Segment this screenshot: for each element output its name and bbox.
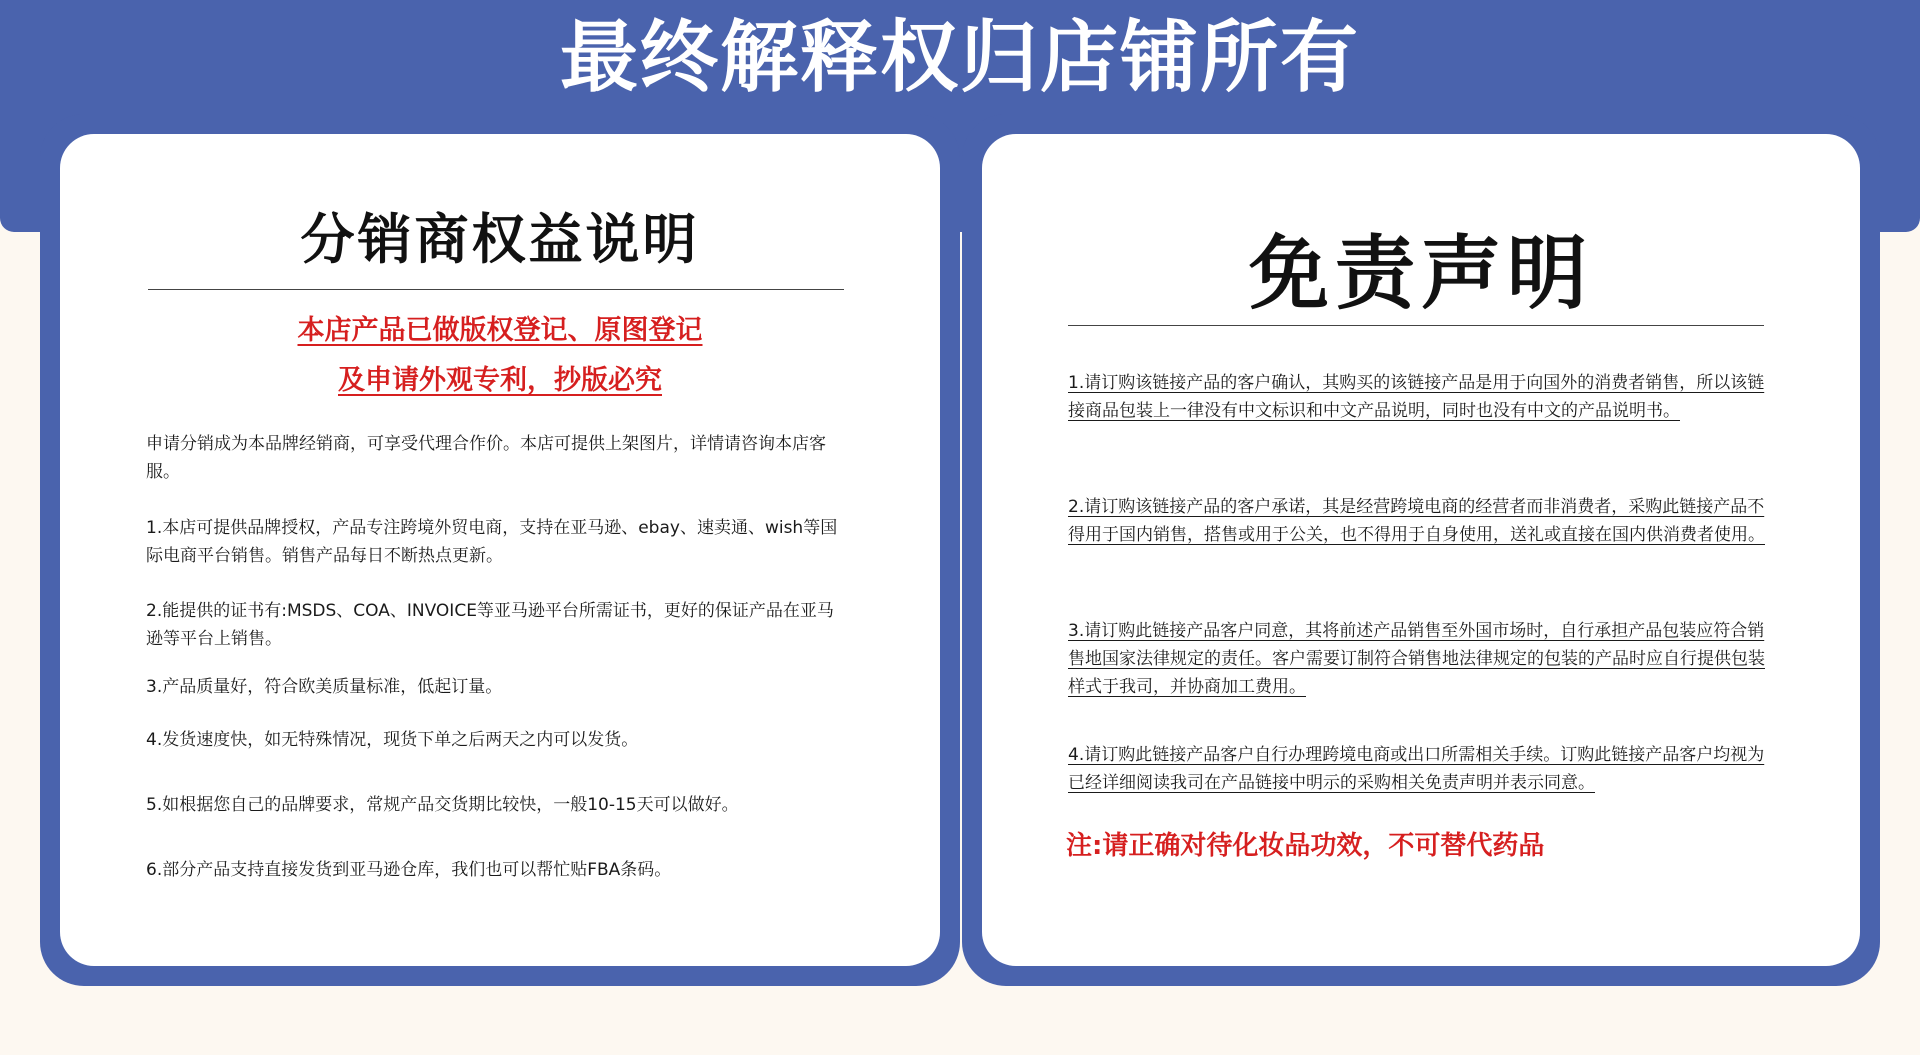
distributor-item-3: 3.产品质量好，符合欧美质量标准，低起订量。 xyxy=(146,677,503,697)
cosmetics-note: 注:请正确对待化妆品功效，不可替代药品 xyxy=(1066,831,1545,861)
distributor-intro: 申请分销成为本品牌经销商，可享受代理合作价。本店可提供上架图片，详情请咨询本店客服。 xyxy=(146,434,826,482)
copyright-notice-line2-text: 及申请外观专利，抄版必究 xyxy=(338,365,662,396)
disclaimer-title: 免责声明 xyxy=(1249,227,1593,320)
disclaimer-divider xyxy=(1068,325,1764,326)
disclaimer-item-4: 4.请订购此链接产品客户自行办理跨境电商或出口所需相关手续。订购此链接产品客户均视为已经详细阅读我司在产品链接中明示的采购相关免责声明并表示同意。 xyxy=(1068,745,1765,793)
disclaimer-item-2: 2.请订购该链接产品的客户承诺，其是经营跨境电商的经营者而非消费者，采购此链接产品不得用于国内销售，搭售或用于公关，也不得用于自身使用，送礼或直接在国内供消费者使用。 xyxy=(1068,497,1765,545)
distributor-card-frame xyxy=(40,114,960,986)
distributor-title: 分销商权益说明 xyxy=(300,208,700,271)
copyright-notice-line1 xyxy=(60,306,940,356)
disclaimer-card-frame xyxy=(962,114,1880,986)
disclaimer-item-1: 1.请订购该链接产品的客户确认，其购买的该链接产品是用于向国外的消费者销售，所以该链接商品包装上一律没有中文标识和中文产品说明，同时也没有中文的产品说明书。 xyxy=(1068,373,1765,421)
copyright-notice-line2 xyxy=(60,356,940,406)
distributor-item-5: 5.如根据您自己的品牌要求，常规产品交货期比较快，一般10-15天可以做好。 xyxy=(146,795,739,815)
distributor-item-1: 1.本店可提供品牌授权，产品专注跨境外贸电商，支持在亚马逊、ebay、速卖通、wish等国际电商平台销售。销售产品每日不断热点更新。 xyxy=(146,518,838,566)
copyright-notice-line1-text: 本店产品已做版权登记、原图登记 xyxy=(297,315,703,346)
disclaimer-card xyxy=(982,134,1860,966)
banner-title: 最终解释权归店铺所有 xyxy=(559,13,1360,103)
distributor-item-4: 4.发货速度快，如无特殊情况，现货下单之后两天之内可以发货。 xyxy=(146,730,639,750)
distributor-item-6: 6.部分产品支持直接发货到亚马逊仓库，我们也可以帮忙贴FBA条码。 xyxy=(146,860,672,880)
distributor-divider xyxy=(148,289,844,290)
distributor-item-2: 2.能提供的证书有:MSDS、COA、INVOICE等亚马逊平台所需证书，更好的保证产品在亚马逊等平台上销售。 xyxy=(146,601,834,649)
disclaimer-item-3: 3.请订购此链接产品客户同意，其将前述产品销售至外国市场时，自行承担产品包装应符合销售地国家法律规定的责任。客户需要订制符合销售地法律规定的包装的产品时应自行提供包装样式于我司，并协商加工费用。 xyxy=(1068,621,1765,697)
distributor-card xyxy=(60,134,940,966)
